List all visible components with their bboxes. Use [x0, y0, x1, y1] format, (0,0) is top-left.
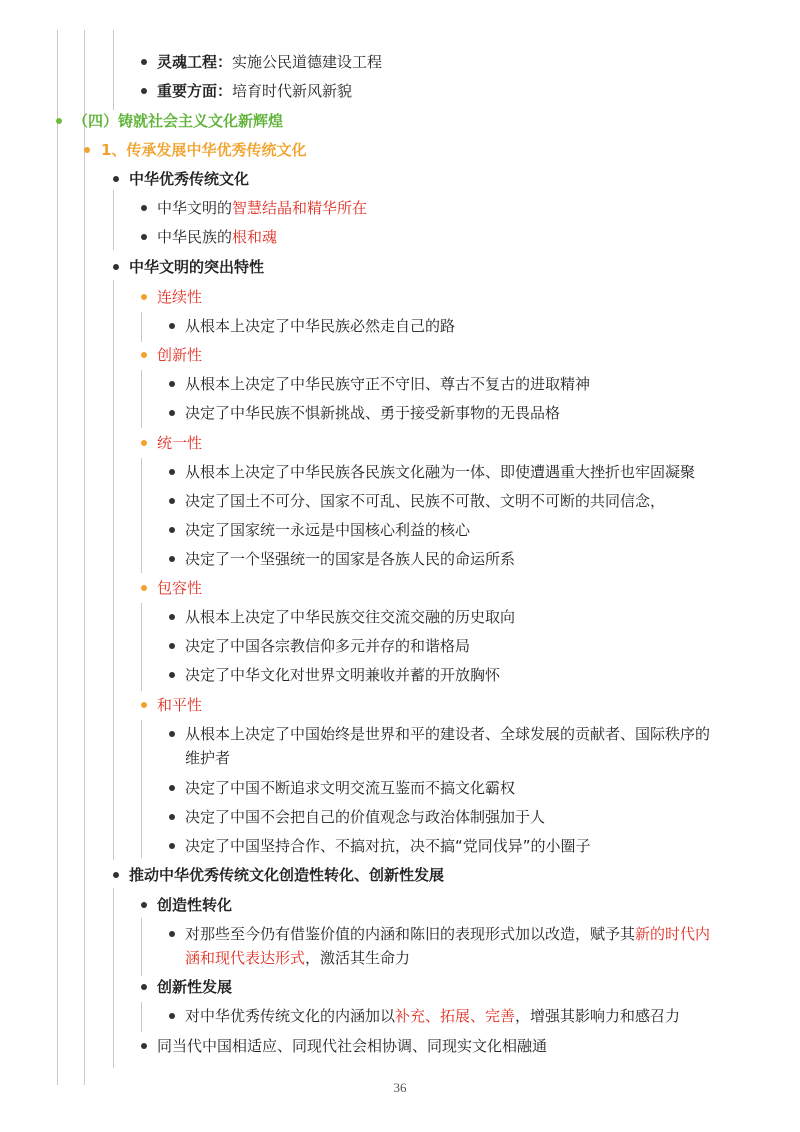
bullet-icon: [113, 176, 119, 182]
item-highlight: 智慧结晶和精华所在: [232, 199, 368, 217]
bullet-icon: [169, 498, 175, 504]
item-text: 从根本上决定了中华民族交往交流交融的历史取向: [185, 608, 516, 626]
soul-label: 灵魂工程：: [157, 53, 233, 71]
important-label: 重要方面：: [157, 82, 233, 100]
feature-label: 和平性: [157, 696, 203, 714]
bullet-icon: [141, 88, 147, 94]
item-text: 从根本上决定了中华民族各民族文化融为一体、即使遭遇重大挫折也牢固凝聚: [185, 463, 696, 481]
indent-guide-4g: [141, 1002, 142, 1032]
bullet-icon: [169, 843, 175, 849]
heading-innovative: 创新性发展: [157, 978, 233, 996]
bullet-icon: [169, 931, 175, 937]
indent-guide-2: [84, 30, 85, 1085]
bullet-icon: [113, 264, 119, 270]
feature-label: 统一性: [157, 434, 203, 452]
bullet-icon: [169, 381, 175, 387]
heading-excellent-culture: 中华优秀传统文化: [129, 170, 250, 188]
soul-text: 实施公民道德建设工程: [232, 53, 383, 71]
item-text: 决定了中华文化对世界文明兼收并蓄的开放胸怀: [185, 666, 501, 684]
bullet-icon: [141, 1043, 147, 1049]
feature-label: 连续性: [157, 288, 203, 306]
bullet-icon: [169, 1013, 175, 1019]
item-text: 决定了一个坚强统一的国家是各族人民的命运所系: [185, 550, 516, 568]
indent-guide-4d: [141, 603, 142, 691]
indent-guide-4: [141, 312, 142, 342]
bullet-icon: [56, 118, 62, 124]
item-text: 维护者: [185, 749, 231, 767]
bullet-icon: [169, 643, 175, 649]
item-text: 对那些至今仍有借鉴价值的内涵和陈旧的表现形式加以改造，赋予其: [185, 925, 636, 943]
item-text: 从根本上决定了中国始终是世界和平的建设者、全球发展的贡献者、国际秩序的: [185, 725, 711, 743]
item-text: 决定了国家统一永远是中国核心利益的核心: [185, 521, 471, 539]
item-text: 从根本上决定了中华民族守正不守旧、尊古不复古的进取精神: [185, 375, 591, 393]
heading-promote: 推动中华优秀传统文化创造性转化、创新性发展: [129, 866, 445, 884]
bullet-icon: [169, 323, 175, 329]
indent-guide-3c: [113, 280, 114, 860]
section-title: （四）铸就社会主义文化新辉煌: [73, 112, 284, 130]
page-number: 36: [393, 1080, 407, 1095]
bullet-icon: [169, 527, 175, 533]
bullet-icon: [169, 731, 175, 737]
bullet-icon: [141, 234, 147, 240]
item-text: ，激活其生命力: [305, 949, 411, 967]
item-text: 决定了中华民族不惧新挑战、勇于接受新事物的无畏品格: [185, 404, 561, 422]
item-text: 决定了中国不会把自己的价值观念与政治体制强加于人: [185, 808, 546, 826]
bullet-icon: [84, 147, 90, 153]
indent-guide-3: [113, 30, 114, 110]
item-text: ，增强其影响力和感召力: [515, 1007, 681, 1025]
item-highlight: 新的时代内: [635, 925, 711, 943]
bullet-icon: [141, 984, 147, 990]
bullet-icon: [113, 872, 119, 878]
heading-creative: 创造性转化: [157, 896, 233, 914]
item-text: 同当代中国相适应、同现代社会相协调、同现实文化相融通: [157, 1037, 548, 1055]
bullet-icon: [169, 672, 175, 678]
indent-guide-3b: [113, 190, 114, 250]
item-text: 决定了中国坚持合作、不搞对抗，决不搞“党同伐异”的小圈子: [185, 837, 591, 855]
bullet-icon: [141, 902, 147, 908]
item-text: 决定了中国不断追求文明交流互鉴而不搞文化霸权: [185, 779, 516, 797]
heading-features: 中华文明的突出特性: [129, 258, 265, 276]
item-text: 从根本上决定了中华民族必然走自己的路: [185, 317, 456, 335]
bullet-icon: [169, 556, 175, 562]
item-text: 中华文明的: [157, 199, 233, 217]
item-highlight: 涵和现代表达形式: [185, 949, 306, 967]
item-highlight: 根和魂: [232, 228, 278, 246]
indent-guide-3d: [113, 888, 114, 1068]
indent-guide-4b: [141, 370, 142, 428]
bullet-icon: [169, 785, 175, 791]
item-highlight: 补充、拓展、完善: [395, 1007, 516, 1025]
feature-label: 创新性: [157, 346, 203, 364]
bullet-icon: [141, 205, 147, 211]
indent-guide-4e: [141, 720, 142, 858]
indent-guide-4c: [141, 458, 142, 573]
bullet-icon: [169, 410, 175, 416]
indent-guide-1: [57, 30, 58, 1085]
item-text: 决定了中国各宗教信仰多元并存的和谐格局: [185, 637, 471, 655]
subsection-title: 1、传承发展中华优秀传统文化: [101, 141, 307, 159]
item-text: 中华民族的: [157, 228, 233, 246]
feature-label: 包容性: [157, 579, 203, 597]
important-text: 培育时代新风新貌: [232, 82, 353, 100]
bullet-icon: [141, 294, 147, 300]
bullet-icon: [169, 469, 175, 475]
bullet-icon: [141, 352, 147, 358]
bullet-icon: [141, 702, 147, 708]
item-text: 决定了国土不可分、国家不可乱、民族不可散、文明不可断的共同信念，: [185, 492, 666, 510]
bullet-icon: [169, 814, 175, 820]
bullet-icon: [169, 614, 175, 620]
item-text: 对中华优秀传统文化的内涵加以: [185, 1007, 396, 1025]
bullet-icon: [141, 59, 147, 65]
indent-guide-4f: [141, 918, 142, 976]
bullet-icon: [141, 585, 147, 591]
bullet-icon: [141, 440, 147, 446]
